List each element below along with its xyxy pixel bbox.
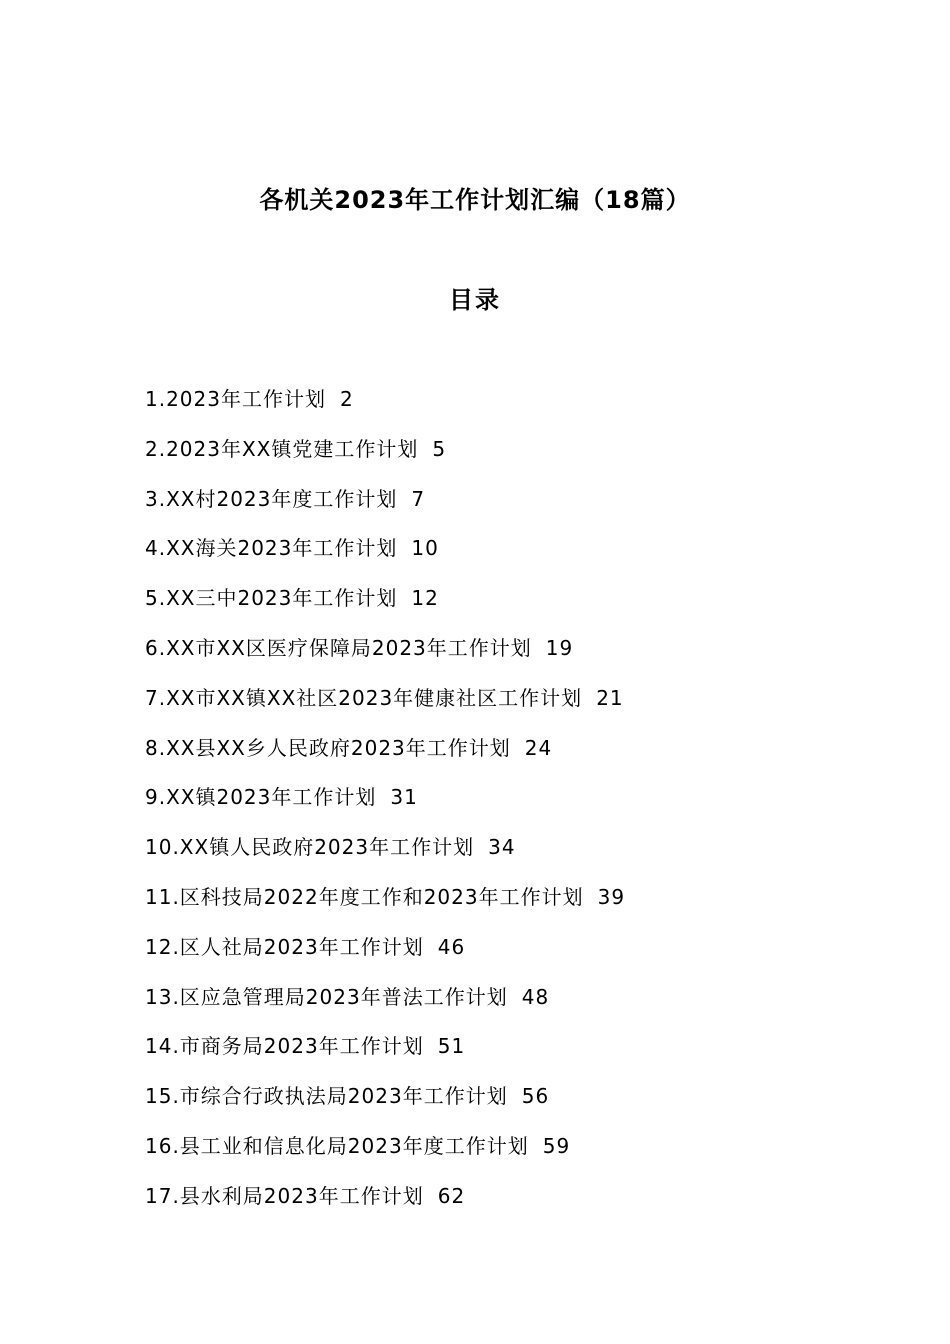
toc-entry[interactable] (145, 383, 845, 433)
toc-entry-page: 39 (597, 884, 626, 909)
toc-entry[interactable] (145, 532, 845, 582)
toc-entry-page: 46 (437, 934, 466, 959)
toc-entry[interactable] (145, 881, 845, 931)
toc-entry[interactable] (145, 981, 845, 1031)
toc-entry-page: 12 (411, 586, 439, 611)
toc-entry-label: 9.XX镇2023年工作计划 (145, 785, 377, 810)
toc-entry[interactable] (145, 931, 845, 981)
toc-entry-label: 5.XX三中2023年工作计划 (145, 586, 398, 611)
toc-entry[interactable] (145, 433, 845, 483)
toc-entry[interactable] (145, 732, 845, 782)
toc-entry-page: 51 (437, 1034, 466, 1059)
toc-entry-page: 48 (521, 984, 550, 1009)
toc-entry-label: 1.2023年工作计划 (145, 387, 326, 411)
toc-entry-page: 5 (432, 436, 447, 461)
toc-entry[interactable] (145, 781, 845, 831)
toc-entry-label: 6.XX市XX区医疗保障局2023年工作计划 (145, 635, 532, 660)
toc-entry-page: 31 (390, 785, 418, 810)
toc-entry[interactable] (145, 483, 845, 533)
toc-entry-page: 7 (411, 486, 426, 511)
toc-entry-label: 16.县工业和信息化局2023年度工作计划 (145, 1133, 529, 1158)
toc-entry-label: 10.XX镇人民政府2023年工作计划 (145, 835, 475, 860)
toc-entry[interactable] (145, 1130, 845, 1180)
toc-entry-page: 34 (488, 835, 516, 860)
toc-entry[interactable] (145, 1080, 845, 1130)
toc-entry-page: 56 (521, 1084, 550, 1109)
document-title: 各机关2023年工作计划汇编（18篇） (259, 186, 691, 214)
toc-entry-label: 7.XX市XX镇XX社区2023年健康社区工作计划 (145, 685, 583, 710)
toc-entry-page: 21 (596, 685, 624, 710)
toc-entry-label: 14.市商务局2023年工作计划 (145, 1034, 424, 1059)
toc-entry-label: 13.区应急管理局2023年普法工作计划 (145, 984, 508, 1009)
toc-entry-label: 17.县水利局2023年工作计划 (145, 1183, 424, 1208)
toc-entry-page: 24 (524, 735, 553, 760)
toc-entry-page: 62 (437, 1183, 466, 1208)
toc-entry[interactable] (145, 632, 845, 682)
toc-entry[interactable] (145, 1180, 845, 1230)
toc-entry-page: 59 (542, 1133, 571, 1158)
toc-entry-page: 10 (411, 536, 439, 561)
toc-entry-label: 11.区科技局2022年度工作和2023年工作计划 (145, 884, 584, 909)
toc-entry[interactable] (145, 831, 845, 881)
toc-heading: 目录 (449, 286, 501, 314)
table-of-contents (145, 383, 845, 1230)
toc-entry[interactable] (145, 682, 845, 732)
toc-entry-label: 8.XX县XX乡人民政府2023年工作计划 (145, 735, 511, 760)
toc-entry-label: 4.XX海关2023年工作计划 (145, 536, 398, 561)
toc-entry[interactable] (145, 582, 845, 632)
toc-entry-label: 3.XX村2023年度工作计划 (145, 486, 398, 511)
toc-entry-label: 2.2023年XX镇党建工作计划 (145, 436, 419, 461)
toc-entry-page: 19 (545, 635, 574, 660)
toc-entry-label: 12.区人社局2023年工作计划 (145, 934, 424, 959)
toc-entry-page: 2 (339, 387, 354, 411)
toc-entry[interactable] (145, 1030, 845, 1080)
toc-entry-label: 15.市综合行政执法局2023年工作计划 (145, 1084, 508, 1109)
